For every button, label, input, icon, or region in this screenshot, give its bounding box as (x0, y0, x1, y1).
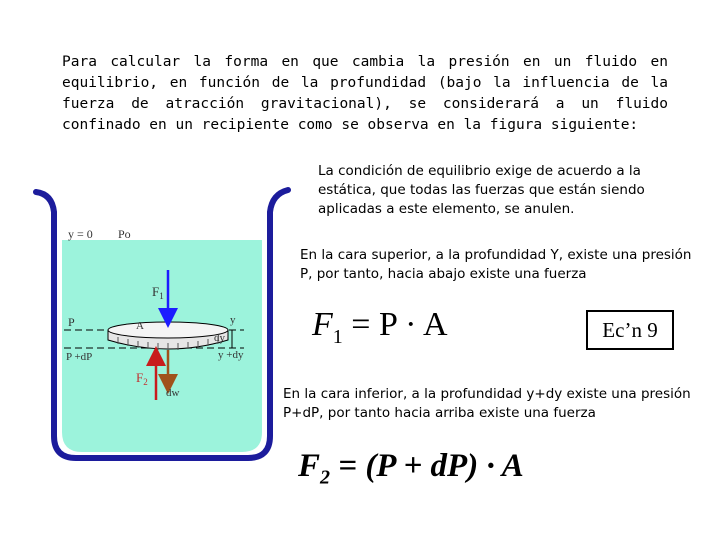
caption-bottom-face: En la cara inferior, a la profundidad y+dy existe una presión P+dP, por tanto hacia arriba existe una fuerza (283, 386, 691, 421)
equation-f2: $F_2 = (P + dP) \cdot A$ (298, 448, 524, 489)
fluid-element-disk-top (108, 322, 228, 338)
label-p-dp: P +dP (66, 351, 93, 363)
caption-equilibrium: La condición de equilibrio exige de acuerdo a la estática, que todas las fuerzas que están siendo aplicadas a este elemento, se anulen. (318, 163, 645, 217)
intro-paragraph: Para calcular la forma en que cambia la presión en un fluido en equilibrio, en función de la profundidad (bajo la influencia de la fuerza de atracción gravitacional), se considerará a un fluido confinado en un recipiente como se observa en la figura siguiente: (62, 54, 668, 133)
label-f2: $F_2$ (136, 370, 148, 387)
label-p: P (68, 315, 75, 329)
label-f1: $F_1$ (152, 284, 164, 301)
label-dy: dy (214, 332, 225, 344)
caption-top-face: En la cara superior, a la profundidad Y, existe una presión P, por tanto, hacia abajo existe una fuerza (300, 247, 692, 282)
label-a: A (136, 320, 144, 332)
equation-number-box: Ec’n 9 (586, 310, 674, 350)
label-y0: y = 0 (68, 227, 93, 241)
label-y: y (230, 314, 236, 326)
label-dw: dw (166, 387, 180, 399)
label-po: Po (118, 227, 131, 241)
equation-f1: $F_1 = P \cdot A$ (312, 306, 448, 348)
label-y-dy: y +dy (218, 349, 244, 361)
